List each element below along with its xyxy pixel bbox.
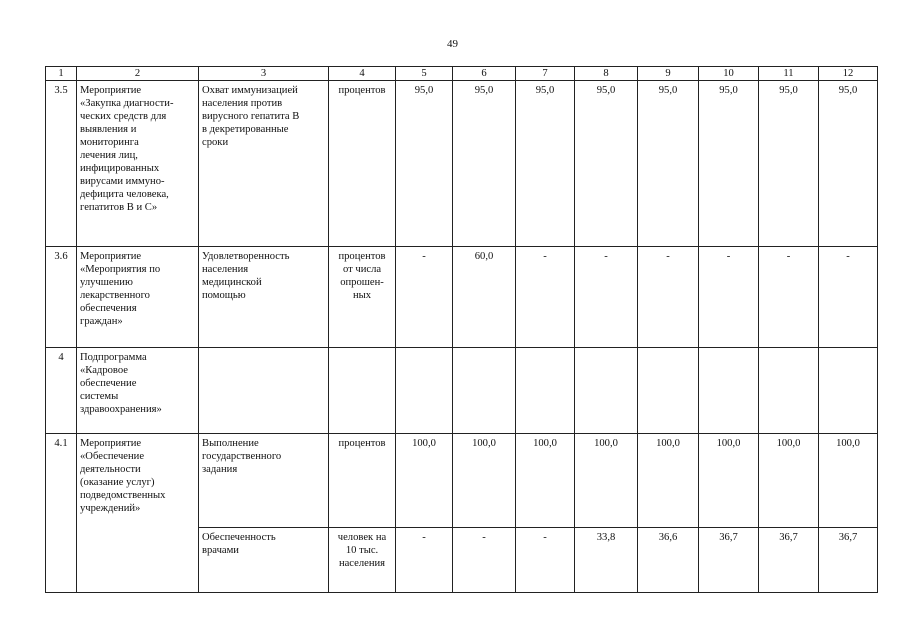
value-cell: 95,0 [819,81,878,247]
text-line: вирусами иммуно- [80,176,165,187]
indicator-name [199,528,329,593]
value-cell [638,348,699,434]
text-line: Подпрограмма [80,352,147,363]
value-cell [699,348,759,434]
indicator-name [199,81,329,247]
value-cell: - [516,247,575,348]
value-cell [575,348,638,434]
text-line: опрошен- [340,277,384,288]
text-line: гепатитов В и С» [80,202,158,213]
value-cell: 95,0 [575,81,638,247]
value-cell: 95,0 [638,81,699,247]
value-cell: 60,0 [453,247,516,348]
value-cell: 36,7 [819,528,878,593]
value-cell: - [759,247,819,348]
text-line: ческих средств для [80,111,167,122]
text-line: вирусного гепатита В [202,111,300,122]
text-line: процентов [338,85,386,96]
subprogram-name [77,348,199,434]
text-line: государственного [202,451,282,462]
text-line: населения против [202,98,283,109]
text-line: Выполнение [202,438,259,449]
text-line: процентов [338,438,386,449]
value-cell: 95,0 [759,81,819,247]
value-cell: - [396,528,453,593]
text-line: от числа [342,264,382,275]
indicator-name [199,348,329,434]
value-cell [819,348,878,434]
column-header: 12 [819,67,878,81]
row-number: 3.5 [46,81,77,247]
value-cell [453,348,516,434]
text-line: дефицита человека, [80,189,169,200]
text-line: ных [352,290,372,301]
value-cell: 36,6 [638,528,699,593]
text-line: Охват иммунизацией [202,85,298,96]
value-cell: 33,8 [575,528,638,593]
text-line: лечения лиц, [80,150,138,161]
value-cell: 100,0 [759,434,819,528]
text-line: медицинской [202,277,262,288]
column-header: 9 [638,67,699,81]
text-line: инфицированных [80,163,160,174]
text-line: «Кадровое [80,365,128,376]
value-cell: - [575,247,638,348]
column-header: 5 [396,67,453,81]
value-cell [396,348,453,434]
value-cell: - [819,247,878,348]
text-line: деятельности [80,464,141,475]
text-line: «Обеспечение [80,451,145,462]
value-cell [516,348,575,434]
text-line: врачами [202,545,239,556]
text-line: здравоохранения» [80,404,162,415]
value-cell: 36,7 [699,528,759,593]
text-line: в декретированные [202,124,289,135]
text-line: человек на [337,532,387,543]
text-line: обеспечения [80,303,137,314]
column-header: 11 [759,67,819,81]
value-cell: 95,0 [516,81,575,247]
unit-cell [329,528,396,593]
text-line: системы [80,391,119,402]
column-header: 4 [329,67,396,81]
unit-cell [329,434,396,528]
value-cell: 95,0 [453,81,516,247]
activity-name [77,247,199,348]
text-line: граждан» [80,316,123,327]
indicator-name [199,247,329,348]
text-line: Удовлетворенность [202,251,290,262]
value-cell: 100,0 [453,434,516,528]
value-cell: - [453,528,516,593]
value-cell: 36,7 [759,528,819,593]
unit-cell [329,81,396,247]
value-cell: 95,0 [699,81,759,247]
row-number: 4.1 [46,434,77,593]
value-cell: 100,0 [819,434,878,528]
row-number: 3.6 [46,247,77,348]
text-line: обеспечение [80,378,137,389]
value-cell: 100,0 [575,434,638,528]
program-indicators-table [45,66,878,593]
text-line: населения [202,264,249,275]
value-cell: - [516,528,575,593]
text-line: «Закупка диагности- [80,98,174,109]
page-number: 49 [447,38,458,50]
value-cell: 95,0 [396,81,453,247]
text-line: «Мероприятия по [80,264,161,275]
text-line: подведомственных [80,490,166,501]
text-line: помощью [202,290,246,301]
value-cell: 100,0 [638,434,699,528]
value-cell: - [396,247,453,348]
text-line: лекарственного [80,290,150,301]
row-number: 4 [46,348,77,434]
text-line: улучшению [80,277,133,288]
table-row [46,81,878,247]
text-line: населения [338,558,386,569]
value-cell: 100,0 [396,434,453,528]
text-line: задания [202,464,238,475]
text-line: (оказание услуг) [80,477,155,488]
table-row [46,434,878,528]
text-line: процентов [338,251,386,262]
column-number-row [46,67,878,81]
text-line: учреждений» [80,503,141,514]
activity-name [77,434,199,593]
column-header: 6 [453,67,516,81]
text-line: Мероприятие [80,438,142,449]
text-line: мониторинга [80,137,139,148]
column-header: 10 [699,67,759,81]
text-line: сроки [202,137,229,148]
text-line: Обеспеченность [202,532,276,543]
text-line: Мероприятие [80,251,142,262]
unit-cell [329,247,396,348]
column-header: 2 [77,67,199,81]
activity-name [77,81,199,247]
column-header: 1 [46,67,77,81]
value-cell: - [638,247,699,348]
text-line: выявления и [80,124,137,135]
value-cell: 100,0 [516,434,575,528]
indicator-name [199,434,329,528]
table-row [46,348,878,434]
column-header: 3 [199,67,329,81]
column-header: 7 [516,67,575,81]
value-cell: 100,0 [699,434,759,528]
value-cell: - [699,247,759,348]
unit-cell [329,348,396,434]
text-line: 10 тыс. [345,545,379,556]
column-header: 8 [575,67,638,81]
table-row [46,247,878,348]
text-line: Мероприятие [80,85,142,96]
value-cell [759,348,819,434]
